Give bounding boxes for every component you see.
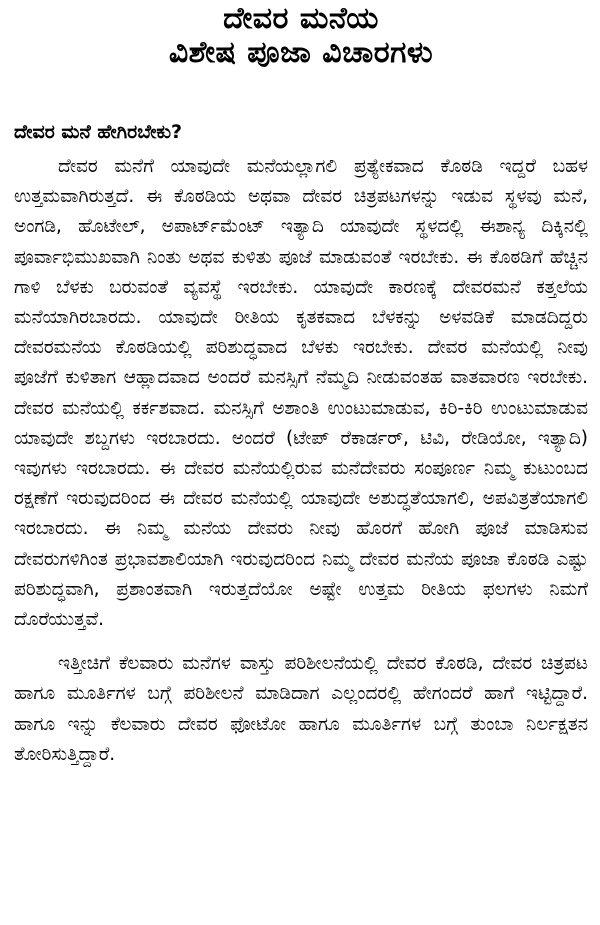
page-title-line-1: ದೇವರ ಮನೆಯ	[223, 1, 379, 36]
body-paragraph-2: ಇತ್ತೀಚಿಗೆ ಕೆಲವಾರು ಮನೆಗಳ ವಾಸ್ತು ಪರಿಶೀಲನೆಯಲ್ಲಿ ದೇವರ ಕೊಠಡಿ, ದೇವರ ಚಿತ್ರಪಟ ಹಾಗೂ ಮೂರ್ತಿಗಳ ಬಗ್ಗೆ ಪರಿಶೀಲನೆ ಮಾಡಿದಾಗ ಎಲ್ಲಂದರಲ್ಲಿ ಹೇಗಂದರೆ ಹಾಗೆ ಇಟ್ಟಿದ್ದಾರೆ. ಹಾಗೂ ಇನ್ನು ಕೆಲವಾರು ದೇವರ ಫೋಟೋ ಹಾಗೂ ಮೂರ್ತಿಗಳ ಬಗ್ಗೆ ತುಂಬಾ ನಿರ್ಲಕ್ಷತನ ತೋರಿಸುತ್ತಿದ್ದಾರೆ.	[14, 653, 588, 765]
title-block	[14, 0, 588, 70]
section-heading: ದೇವರ ಮನೆ ಹೇಗಿರಬೇಕು?	[14, 121, 183, 143]
body-paragraph-1: ದೇವರ ಮನೆಗೆ ಯಾವುದೇ ಮನೆಯಲ್ಲಾಗಲಿ ಪ್ರತ್ಯೇಕವಾದ ಕೊಠಡಿ ಇದ್ದರೆ ಬಹಳ ಉತ್ತಮವಾಗಿರುತ್ತದೆ. ಈ ಕೊಠಡಿಯ ಅಥವಾ ದೇವರ ಚಿತ್ರಪಟಗಳನ್ನು ಇಡುವ ಸ್ಥಳವು ಮನೆ, ಅಂಗಡಿ, ಹೊಟೇಲ್, ಅಪಾರ್ಟ್‌ಮೆಂಟ್ ಇತ್ಯಾದಿ ಯಾವುದೇ ಸ್ಥಳದಲ್ಲಿ ಈಶಾನ್ಯ ದಿಕ್ಕಿನಲ್ಲಿ ಪೂರ್ವಾಭಿಮುಖವಾಗಿ ನಿಂತು ಅಥವ ಕುಳಿತು ಪೂಜೆ ಮಾಡುವಂತೆ ಇರಬೇಕು. ಈ ಕೊಠಡಿಗೆ ಹೆಚ್ಚಿನ ಗಾಳಿ ಬೆಳಕು ಬರುವಂತೆ ವ್ಯವಸ್ಥೆ ಇರಬೇಕು. ಯಾವುದೇ ಕಾರಣಕ್ಕೆ ದೇವರಮನೆ ಕತ್ತಲೆಯ ಮನೆಯಾಗಿರಬಾರದು. ಯಾವುದೇ ರೀತಿಯ ಕೃತಕವಾದ ಬೆಳಕನ್ನು ಅಳವಡಿಕೆ ಮಾಡದಿದ್ದರು ದೇವರಮನೆಯ ಕೊಠಡಿಯಲ್ಲಿ ಪರಿಶುದ್ಧವಾದ ಬೆಳಕು ಇರಬೇಕು. ದೇವರ ಮನೆಯಲ್ಲಿ ನೀವು ಪೂಜೆಗೆ ಕುಳಿತಾಗ ಆಹ್ಲಾದವಾದ ಅಂದರೆ ಮನಸ್ಸಿಗೆ ನೆಮ್ಮದಿ ನೀಡುವಂತಹ ವಾತವಾರಣ ಇರಬೇಕು. ದೇವರ ಮನೆಯಲ್ಲಿ ಕರ್ಕಶವಾದ. ಮನಸ್ಸಿಗೆ ಅಶಾಂತಿ ಉಂಟುಮಾಡುವ, ಕಿರಿ-ಕಿರಿ ಉಂಟುಮಾಡುವ ಯಾವುದೇ ಶಬ್ದಗಳು ಇರಬಾರದು. ಅಂದರೆ (ಟೇಪ್ ರೆಕಾರ್ಡರ್, ಟಿವಿ, ರೇಡಿಯೋ, ಇತ್ಯಾದಿ) ಇವುಗಳು ಇರಬಾರದು. ಈ ದೇವರ ಮನೆಯಲ್ಲಿರುವ ಮನೆದೇವರು ಸಂಪೂರ್ಣ ನಿಮ್ಮ ಕುಟುಂಬದ ರಕ್ಷಣೆಗೆ ಇರುವುದರಿಂದ ಈ ದೇವರ ಮನೆಯಲ್ಲಿ ಯಾವುದೇ ಅಶುದ್ಧತೆಯಾಗಲಿ, ಅಪವಿತ್ರತೆಯಾಗಲಿ ಇರಬಾರದು. ಈ ನಿಮ್ಮ ಮನೆಯ ದೇವರು ನೀವು ಹೊರಗೆ ಹೋಗಿ ಪೂಜೆ ಮಾಡಿಸುವ ದೇವರುಗಳಿಗಿಂತ ಪ್ರಭಾವಶಾಲಿಯಾಗಿ ಇರುವುದರಿಂದ ನಿಮ್ಮ ದೇವರ ಮನೆಯ ಪೂಜಾ ಕೊಠಡಿ ಎಷ್ಟು ಪರಿಶುದ್ಧವಾಗಿ, ಪ್ರಶಾಂತವಾಗಿ ಇರುತ್ತದೆಯೋ ಅಷ್ಟೇ ಉತ್ತಮ ರೀತಿಯ ಫಲಗಳು ನಿಮಗೆ ದೊರೆಯುತ್ತವೆ.	[14, 156, 588, 631]
page-title-line-2: ವಿಶೇಷ ಪೂಜಾ ವಿಚಾರಗಳು	[168, 35, 434, 70]
